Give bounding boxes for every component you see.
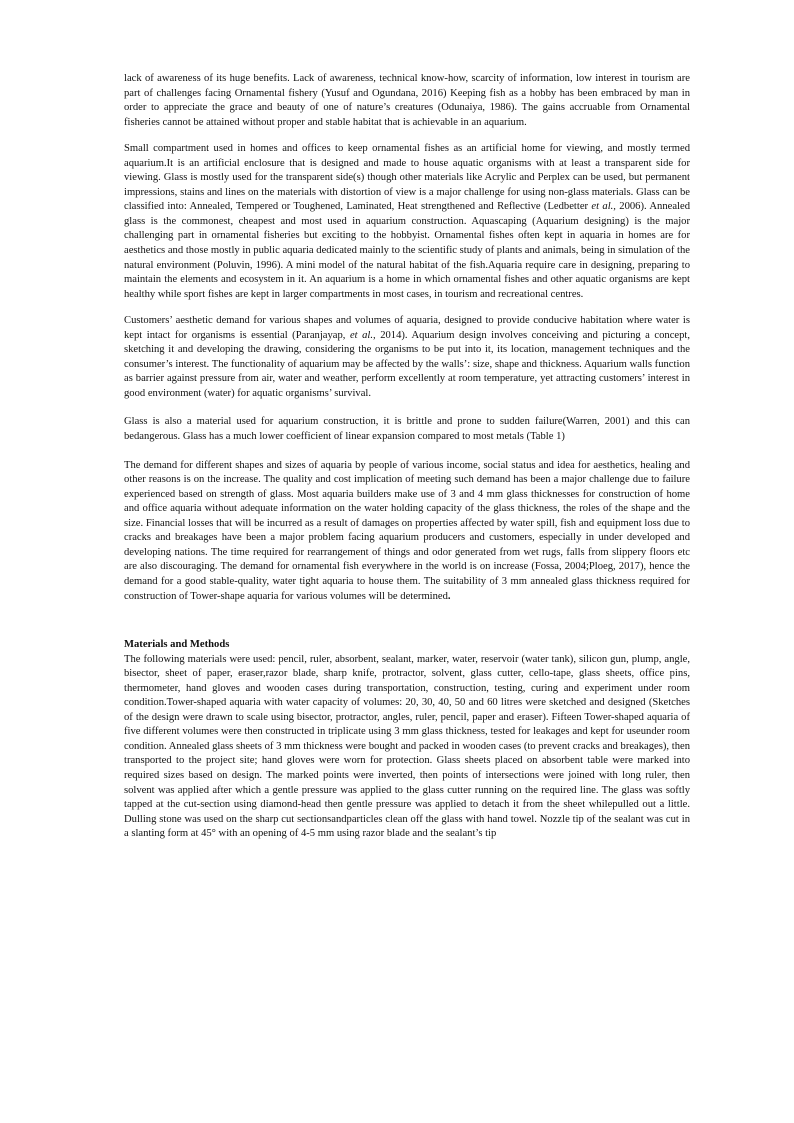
paragraph-2-text-a: Small compartment used in homes and offices to keep ornamental fishes as an artificial home for viewing, and mostly termed aquarium.It is an artificial enclosure that is designed and made to house aquatic organisms with at least a transparent side for viewing. Glass is mostly used for the transparent side(s) though other materials like Acrylic and Perplex can be used, but permanent impressions, stains and lines on the materials with distortion of view is a major challenge for using non-glass materials. Glass can be classified into: Annealed, Tempered or Toughened, Laminated, Heat strengthened and Reflective (Ledbetter (124, 143, 690, 213)
citation-et-al: et al., (591, 201, 616, 213)
body-text (124, 72, 690, 842)
paragraph-2 (124, 142, 690, 302)
paragraph-4: Glass is also a material used for aquarium construction, it is brittle and prone to sudden failure(Warren, 2001) and this can bedangerous. Glass has a much lower coefficient of linear expansion compared to most metals (Table 1) (124, 416, 690, 443)
paragraph-3-text-b: 2014). Aquarium design involves conceiving and picturing a concept, sketching it and developing the drawing, considering the organisms to be put into it, its location, management techniques and the consumer’s interest. The functionality of aquarium may be affected by the walls’: size, shape and thickness. Aquarium walls function as barrier against pressure from air, water and weather, perform excellently at room temperature, yet attracting customers’ interest in good environment (water) for aquatic organisms’ survival. (124, 329, 691, 399)
paragraph-6: The following materials were used: pencil, ruler, absorbent, sealant, marker, water, reservoir (water tank), silicon gun, plump, angle, bisector, sheet of paper, eraser,razor blade, sharp knife, protractor, solvent, glass cutter, cello-tape, glass sheets, office pins, thermometer, hand gloves and wooden cases during transportation, construction, testing, curing and experiment under room condition.Tower-shaped aquaria with water capacity of volumes: 20, 30, 40, 50 and 60 litres were sketched and designed (Sketches of the design were drawn to scale using bisector, protractor, angles, ruler, pencil, paper and eraser). Fifteen Tower-shaped aquaria of five different volumes were then constructed in triplicate using 3 mm glass thickness, tested for leakages and kept for useunder room condition. Annealed glass sheets of 3 mm thickness were bought and packed in wooden cases (to prevent cracks and breakages), then transported to the project site; hand gloves were worn for protection. Glass sheets placed on absorbent table were marked into required sizes based on design. The marked points were inverted, then points of intersections were joined with long ruler, then solvent was applied after which a gentle pressure was applied to the glass cutter running on the required line. The glass was softly tapped at the cut-section using diamond-head then gentle pressure was applied to detach it from the sheet whilepulled out a little. Dulling stone was used on the sharp cut sectionsandparticles clean off the glass with hand towel. Nozzle tip of the sealant was cut in a slanting form at 45° with an opening of 4-5 mm using razor blade and the sealant’s tip (124, 653, 690, 840)
paragraph-5 (124, 459, 690, 604)
section-heading-materials-methods: Materials and Methods (124, 639, 230, 651)
citation-et-al: et al., (349, 329, 376, 341)
paragraph-5-text: The demand for different shapes and sizes of aquaria by people of various income, social status and idea for aesthetics, healing and other reasons is on the increase. The quality and cost implication of meeting such demand has been a major challenge due to failure experienced based on strength of glass. Most aquaria builders make use of 3 and 4 mm glass thicknesses for construction of home and office aquaria without adequate information on the water holding capacity of the glass thickness, the roles of the shape and the size. Financial losses that will be incurred as a result of damages on properties affected by water spill, fish and equipment loss due to cracks and breakages have been a major problem facing aquarium producers and customers, especially in under developed and developing nations. The time required for rearrangement of things and odor generated from wet rugs, falls from slippery floors etc are also discouraging. The demand for ornamental fish everywhere in the world is on increase (Fossa, 2004;Ploeg, 2017), hence the demand for a good stable-quality, water tight aquaria to house them. The suitability of 3 mm annealed glass thickness required for construction of Tower-shape aquaria for various volumes will be determined (124, 459, 690, 602)
paragraph-1: lack of awareness of its huge benefits. Lack of awareness, technical know-how, scarcity of information, low interest in tourism are part of challenges facing Ornamental fishery (Yusuf and Ogundana, 2016) Keeping fish as a hobby has been embraced by man in order to appreciate the grace and beauty of one of nature’s creatures (Odunaiya, 1986). The gains accruable from Ornamental fisheries cannot be attained without proper and stable habitat that is achievable in an aquarium. (124, 73, 690, 128)
paragraph-3 (124, 314, 690, 401)
paragraph-2-text-b: 2006). Annealed glass is the commonest, cheapest and most used in aquarium construction. Aquascaping (Aquarium designing) is the major challenging part in ornamental fisheries but exciting to the hobbyist. Ornamental fishes often kept in aquaria in homes are for aesthetics and those mostly in public aquaria dedicated mainly to the scientific study of plants and animals, being in simulation of the natural environment (Poluvin, 1996). A mini model of the natural habitat of the fish.Aquaria require care in designing, preparing to maintain the elements and ecosystem in it. An aquarium is a home in which ornamental fishes and other aquatic organisms are kept healthy while sport fishes are kept in larger compartments in most cases, in tourism and recreational centres. (124, 201, 690, 300)
paragraph-5-end: . (447, 590, 451, 602)
paragraph-3-text-a: Customers’ aesthetic demand for various shapes and volumes of aquaria, designed to provide conducive habitation where water is kept intact for organisms is essential (Paranjayap, (124, 315, 690, 341)
